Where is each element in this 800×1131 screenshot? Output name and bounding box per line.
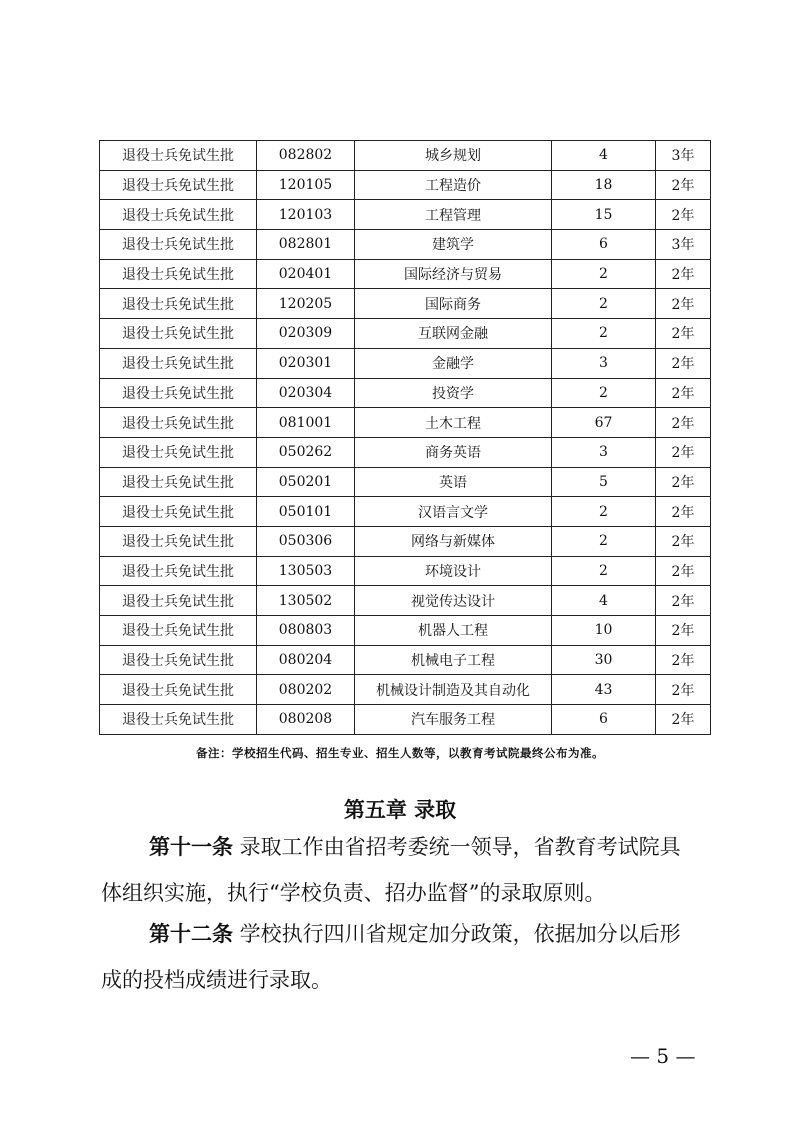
code-cell: 082802	[257, 141, 355, 171]
quota-cell: 6	[552, 230, 656, 260]
duration-cell: 2年	[656, 319, 711, 349]
code-cell: 020301	[257, 348, 355, 378]
quota-cell: 10	[552, 616, 656, 646]
duration-cell: 2年	[656, 467, 711, 497]
page-number: — 5 —	[630, 1044, 696, 1068]
batch-cell: 退役士兵免试生批	[100, 675, 257, 705]
duration-cell: 2年	[656, 378, 711, 408]
major-cell: 工程管理	[355, 200, 552, 230]
major-cell: 商务英语	[355, 437, 552, 467]
major-cell: 城乡规划	[355, 141, 552, 171]
duration-cell: 2年	[656, 348, 711, 378]
table-row	[100, 408, 711, 438]
quota-cell: 4	[552, 586, 656, 616]
duration-cell: 2年	[656, 497, 711, 527]
duration-cell: 2年	[656, 289, 711, 319]
quota-cell: 2	[552, 497, 656, 527]
article-11-lead: 第十一条	[149, 834, 233, 859]
table-row	[100, 378, 711, 408]
code-cell: 050201	[257, 467, 355, 497]
major-cell: 投资学	[355, 378, 552, 408]
table-row	[100, 705, 711, 735]
quota-cell: 5	[552, 467, 656, 497]
batch-cell: 退役士兵免试生批	[100, 289, 257, 319]
code-cell: 080803	[257, 616, 355, 646]
code-cell: 130503	[257, 556, 355, 586]
major-cell: 机械设计制造及其自动化	[355, 675, 552, 705]
table-row	[100, 170, 711, 200]
duration-cell: 2年	[656, 616, 711, 646]
duration-cell: 2年	[656, 200, 711, 230]
code-cell: 050306	[257, 526, 355, 556]
major-cell: 汉语言文学	[355, 497, 552, 527]
article-12-text-line2: 成的投档成绩进行录取。	[101, 968, 332, 992]
quota-cell: 67	[552, 408, 656, 438]
major-cell: 建筑学	[355, 230, 552, 260]
table-row	[100, 437, 711, 467]
quota-cell: 15	[552, 200, 656, 230]
quota-cell: 3	[552, 348, 656, 378]
duration-cell: 2年	[656, 259, 711, 289]
table-row	[100, 526, 711, 556]
code-cell: 080208	[257, 705, 355, 735]
batch-cell: 退役士兵免试生批	[100, 200, 257, 230]
major-cell: 国际经济与贸易	[355, 259, 552, 289]
major-cell: 英语	[355, 467, 552, 497]
code-cell: 050101	[257, 497, 355, 527]
major-cell: 环境设计	[355, 556, 552, 586]
article-12-text-line1: 学校执行四川省规定加分政策，依据加分以后形	[233, 922, 681, 946]
batch-cell: 退役士兵免试生批	[100, 230, 257, 260]
code-cell: 080202	[257, 675, 355, 705]
table-row	[100, 645, 711, 675]
duration-cell: 2年	[656, 645, 711, 675]
batch-cell: 退役士兵免试生批	[100, 408, 257, 438]
batch-cell: 退役士兵免试生批	[100, 586, 257, 616]
table-row	[100, 586, 711, 616]
major-cell: 金融学	[355, 348, 552, 378]
table-row	[100, 616, 711, 646]
duration-cell: 3年	[656, 141, 711, 171]
duration-cell: 2年	[656, 586, 711, 616]
batch-cell: 退役士兵免试生批	[100, 259, 257, 289]
quota-cell: 43	[552, 675, 656, 705]
table-row	[100, 497, 711, 527]
code-cell: 080204	[257, 645, 355, 675]
major-cell: 机械电子工程	[355, 645, 552, 675]
code-cell: 020309	[257, 319, 355, 349]
major-cell: 汽车服务工程	[355, 705, 552, 735]
batch-cell: 退役士兵免试生批	[100, 645, 257, 675]
duration-cell: 2年	[656, 437, 711, 467]
major-cell: 网络与新媒体	[355, 526, 552, 556]
code-cell: 120205	[257, 289, 355, 319]
batch-cell: 退役士兵免试生批	[100, 378, 257, 408]
quota-cell: 2	[552, 526, 656, 556]
quota-cell: 18	[552, 170, 656, 200]
table-row	[100, 289, 711, 319]
major-cell: 互联网金融	[355, 319, 552, 349]
batch-cell: 退役士兵免试生批	[100, 616, 257, 646]
duration-cell: 2年	[656, 526, 711, 556]
code-cell: 020401	[257, 259, 355, 289]
article-11-text-line2: 体组织实施，执行“学校负责、招办监督”的录取原则。	[101, 881, 606, 905]
quota-cell: 2	[552, 556, 656, 586]
quota-cell: 2	[552, 259, 656, 289]
chapter-title: 第五章 录取	[343, 797, 457, 822]
article-12-lead: 第十二条	[149, 921, 233, 946]
duration-cell: 2年	[656, 170, 711, 200]
article-11-text-line1: 录取工作由省招考委统一领导，省教育考试院具	[233, 835, 681, 859]
quota-cell: 4	[552, 141, 656, 171]
duration-cell: 2年	[656, 556, 711, 586]
article-11	[101, 824, 711, 916]
major-cell: 工程造价	[355, 170, 552, 200]
major-cell: 视觉传达设计	[355, 586, 552, 616]
batch-cell: 退役士兵免试生批	[100, 526, 257, 556]
code-cell: 120103	[257, 200, 355, 230]
table-row	[100, 467, 711, 497]
code-cell: 120105	[257, 170, 355, 200]
table-footnote: 备注：学校招生代码、招生专业、招生人数等，以教育考试院最终公布为准。	[196, 746, 604, 760]
enrollment-table	[99, 140, 711, 735]
batch-cell: 退役士兵免试生批	[100, 705, 257, 735]
table-row	[100, 348, 711, 378]
table-body	[100, 141, 711, 735]
batch-cell: 退役士兵免试生批	[100, 497, 257, 527]
batch-cell: 退役士兵免试生批	[100, 467, 257, 497]
duration-cell: 2年	[656, 705, 711, 735]
quota-cell: 6	[552, 705, 656, 735]
duration-cell: 3年	[656, 230, 711, 260]
code-cell: 082801	[257, 230, 355, 260]
batch-cell: 退役士兵免试生批	[100, 556, 257, 586]
table-row	[100, 319, 711, 349]
quota-cell: 2	[552, 378, 656, 408]
major-cell: 国际商务	[355, 289, 552, 319]
code-cell: 081001	[257, 408, 355, 438]
batch-cell: 退役士兵免试生批	[100, 170, 257, 200]
batch-cell: 退役士兵免试生批	[100, 319, 257, 349]
table-row	[100, 675, 711, 705]
major-cell: 机器人工程	[355, 616, 552, 646]
batch-cell: 退役士兵免试生批	[100, 348, 257, 378]
table-row	[100, 200, 711, 230]
table-row	[100, 141, 711, 171]
major-cell: 土木工程	[355, 408, 552, 438]
table-row	[100, 230, 711, 260]
quota-cell: 3	[552, 437, 656, 467]
batch-cell: 退役士兵免试生批	[100, 141, 257, 171]
table-row	[100, 259, 711, 289]
article-12	[101, 911, 711, 1003]
quota-cell: 2	[552, 289, 656, 319]
quota-cell: 2	[552, 319, 656, 349]
quota-cell: 30	[552, 645, 656, 675]
batch-cell: 退役士兵免试生批	[100, 437, 257, 467]
code-cell: 020304	[257, 378, 355, 408]
table-row	[100, 556, 711, 586]
duration-cell: 2年	[656, 408, 711, 438]
duration-cell: 2年	[656, 675, 711, 705]
code-cell: 050262	[257, 437, 355, 467]
code-cell: 130502	[257, 586, 355, 616]
